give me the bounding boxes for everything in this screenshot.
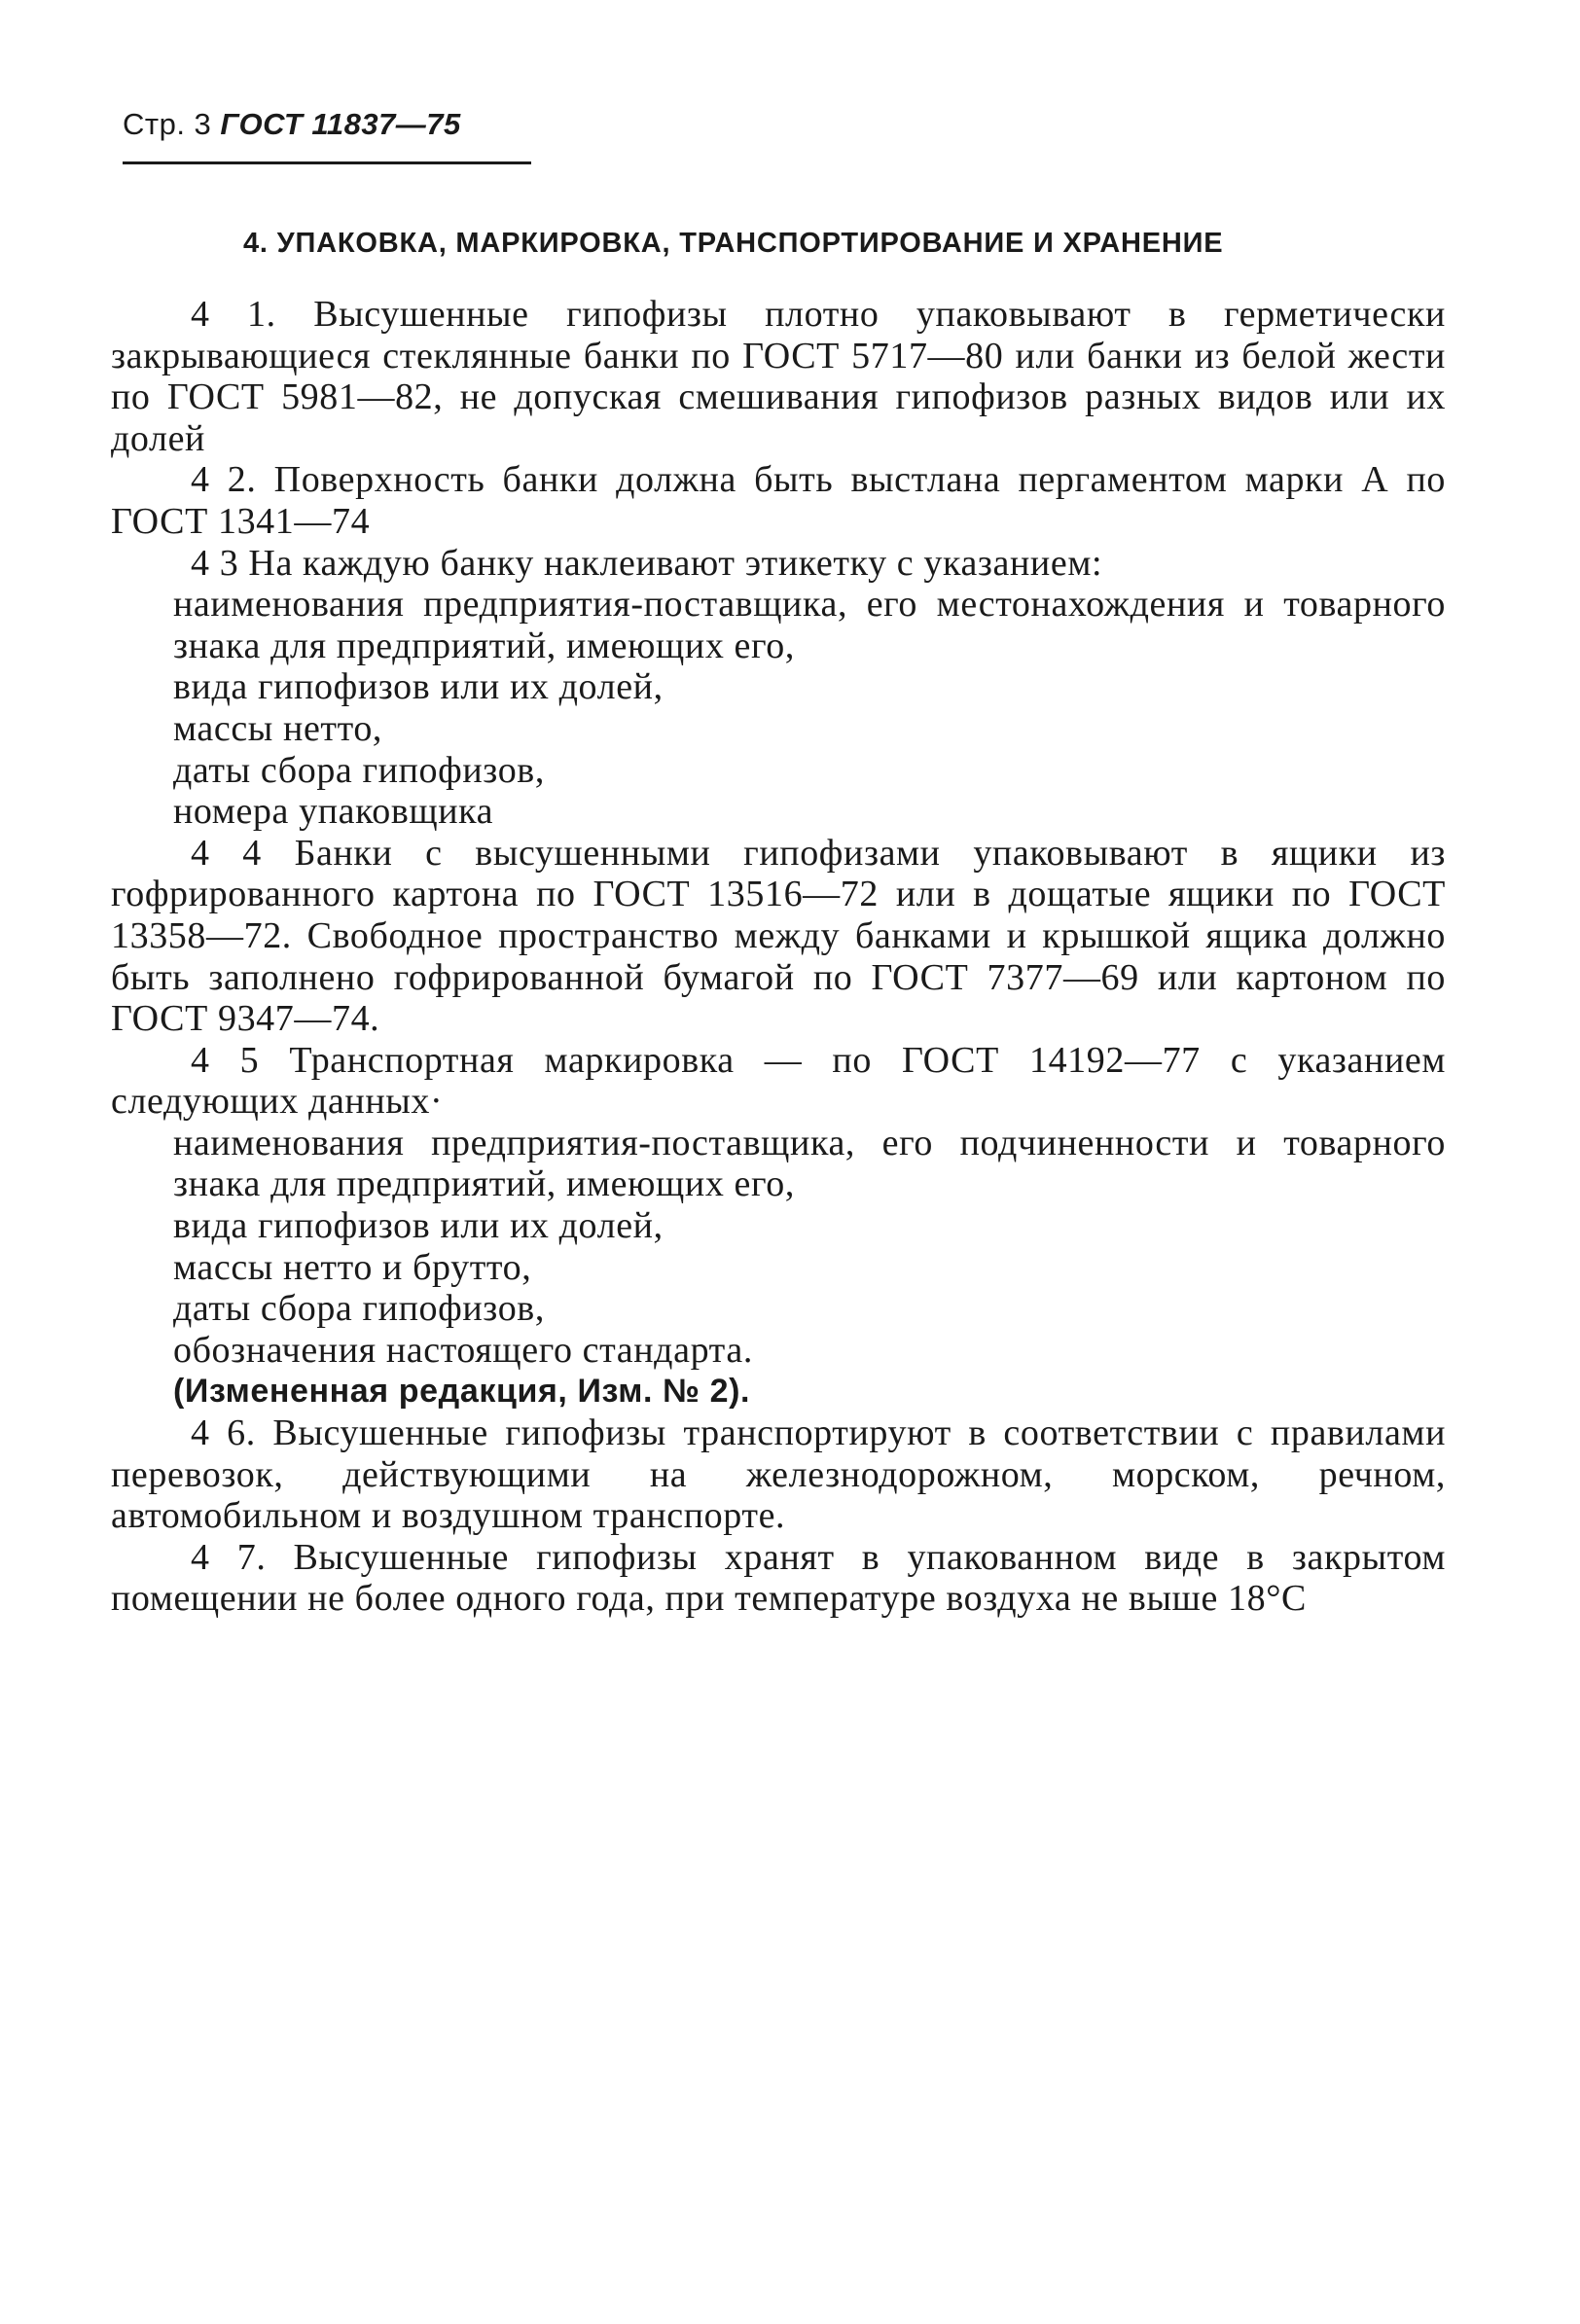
list-item: обозначения настоящего стандарта.	[173, 1329, 753, 1371]
list-item: массы нетто,	[173, 707, 383, 749]
paragraph-4-5: 4 5 Транспортная маркировка — по ГОСТ 14192—77 с указанием следующих данных·	[111, 1039, 1446, 1123]
page-header	[123, 107, 461, 142]
page-number-label: Стр. 3	[123, 107, 212, 141]
paragraph-4-1: 4 1. Высушенные гипофизы плотно упаковывают в герметически закрывающиеся стеклянные банки по ГОСТ 5717—80 или банки из белой жести по ГОСТ 5981—82, не допуская смешивания гипофизов разных видов или их долей	[111, 294, 1446, 459]
list-item: наименования предприятия-поставщика, его подчиненности и товарного знака для предприятий, имеющих его,	[173, 1122, 1446, 1205]
paragraph-4-3: 4 3 На каждую банку наклеивают этикетку с указанием:	[191, 542, 1103, 584]
paragraph-4-6: 4 6. Высушенные гипофизы транспортируют в соответствии с правилами перевозок, действующими на железнодорожном, морском, речном, автомобильном и воздушном транспорте.	[111, 1412, 1446, 1537]
section-body	[111, 294, 1446, 1620]
section-title: 4. УПАКОВКА, МАРКИРОВКА, ТРАНСПОРТИРОВАНИЕ И ХРАНЕНИЕ	[243, 228, 1224, 259]
list-item: даты сбора гипофизов,	[173, 1288, 545, 1330]
list-item: массы нетто и брутто,	[173, 1246, 532, 1288]
list-item: наименования предприятия-поставщика, его местонахождения и товарного знака для предприятий, имеющих его,	[173, 584, 1446, 666]
list-item: даты сбора гипофизов,	[173, 749, 545, 791]
paragraph-4-4: 4 4 Банки с высушенными гипофизами упаковывают в ящики из гофрированного картона по ГОСТ 13516—72 или в дощатые ящики по ГОСТ 13358—72. Свободное пространство между банками и крышкой ящика должно быть заполнено гофрированной бумагой по ГОСТ 7377—69 или картоном по ГОСТ 9347—74.	[111, 832, 1446, 1040]
amendment-note: (Измененная редакция, Изм. № 2).	[173, 1373, 751, 1411]
list-item: вида гипофизов или их долей,	[173, 1205, 664, 1247]
paragraph-4-7: 4 7. Высушенные гипофизы хранят в упакованном виде в закрытом помещении не более одного года, при температуре воздуха не выше 18°С	[111, 1536, 1446, 1620]
list-item: вида гипофизов или их долей,	[173, 666, 664, 708]
header-divider	[123, 161, 531, 164]
list-item: номера упаковщика	[173, 791, 494, 833]
paragraph-4-2: 4 2. Поверхность банки должна быть выстлана пергаментом марки А по ГОСТ 1341—74	[111, 459, 1446, 542]
standard-number: ГОСТ 11837—75	[220, 107, 461, 141]
